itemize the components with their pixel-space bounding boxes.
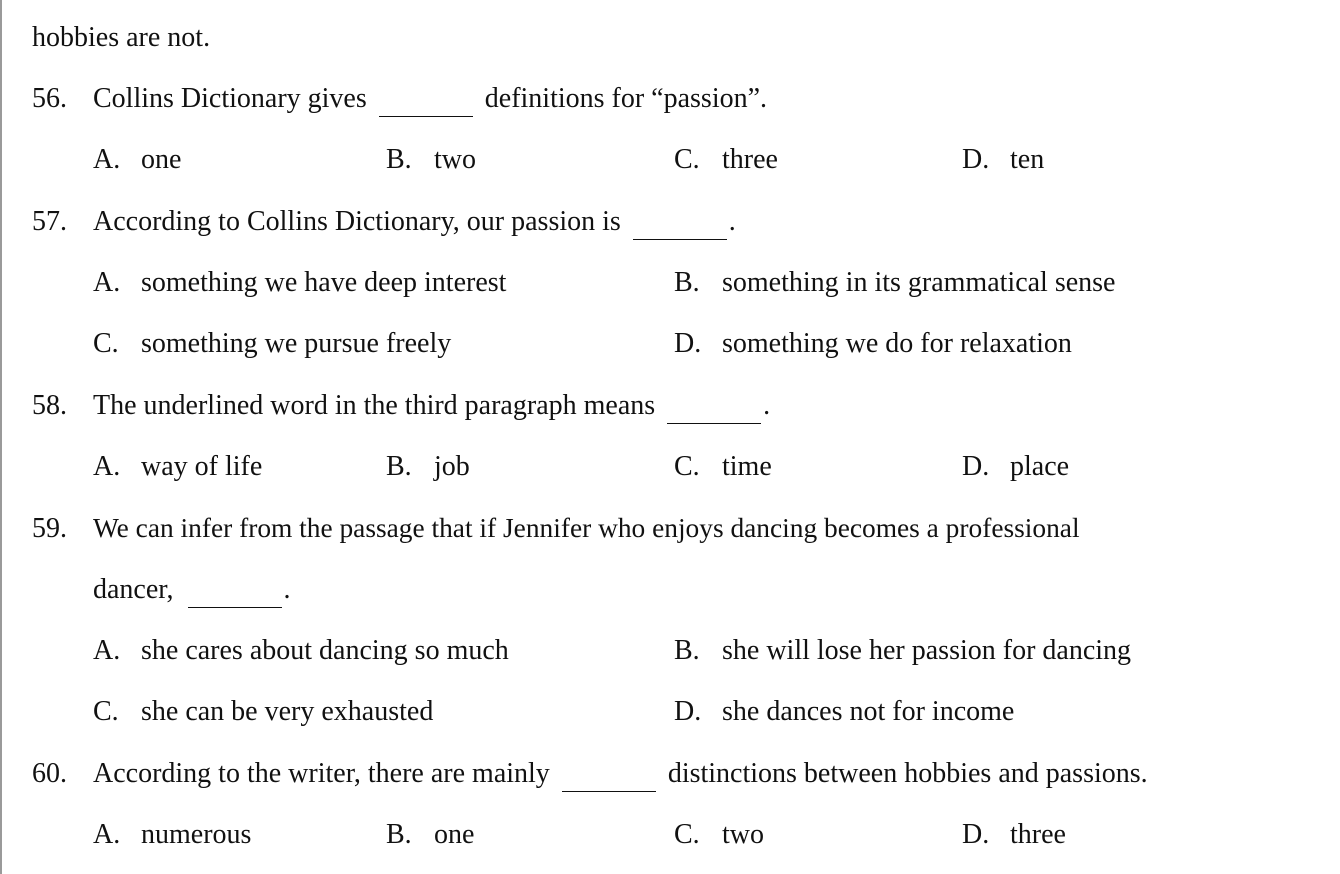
option-text: three xyxy=(722,144,778,175)
option-letter: A. xyxy=(93,635,121,666)
option-letter: C. xyxy=(93,696,119,727)
question-57-option-a xyxy=(93,263,506,303)
option-letter: B. xyxy=(386,144,412,175)
question-58-option-c xyxy=(674,447,772,487)
option-letter: A. xyxy=(93,819,121,850)
stem-text-after: definitions for “passion”. xyxy=(484,83,768,114)
option-letter: A. xyxy=(93,144,121,175)
stem-text-after: . xyxy=(283,574,291,605)
question-56-option-a xyxy=(93,140,181,180)
question-56-option-b xyxy=(386,140,476,180)
question-59-option-d xyxy=(674,692,1014,732)
question-number: 56. xyxy=(32,83,67,114)
option-text: ten xyxy=(1010,144,1045,175)
question-56-option-c xyxy=(674,140,778,180)
question-58-option-b xyxy=(386,447,470,487)
option-text: job xyxy=(434,451,470,482)
question-59-option-c xyxy=(93,692,433,732)
question-58-option-d xyxy=(962,447,1069,487)
question-59-option-b xyxy=(674,631,1131,671)
question-number: 58. xyxy=(32,390,67,421)
option-text: time xyxy=(722,451,772,482)
option-text: she cares about dancing so much xyxy=(141,635,509,666)
option-text: something we pursue freely xyxy=(141,328,452,359)
question-60-option-d xyxy=(962,815,1066,855)
option-letter: B. xyxy=(674,635,700,666)
option-text: way of life xyxy=(141,451,263,482)
question-60-option-c xyxy=(674,815,764,855)
option-letter: D. xyxy=(962,819,990,850)
question-60-option-a xyxy=(93,815,251,855)
option-letter: C. xyxy=(674,144,700,175)
option-text: one xyxy=(141,144,182,175)
stem-text-before: dancer, xyxy=(93,574,174,605)
stem-text-line1: We can infer from the passage that if Jennifer who enjoys dancing becomes a professional xyxy=(93,513,1080,543)
option-letter: C. xyxy=(93,328,119,359)
option-text: something in its grammatical sense xyxy=(722,267,1116,298)
option-letter: D. xyxy=(962,144,990,175)
question-57-stem xyxy=(32,202,736,242)
option-letter: B. xyxy=(386,819,412,850)
stem-text-before: Collins Dictionary gives xyxy=(93,83,367,114)
stem-text-before: The underlined word in the third paragraph means xyxy=(93,390,656,421)
option-text: place xyxy=(1010,451,1070,482)
option-letter: A. xyxy=(93,267,121,298)
answer-blank xyxy=(188,577,282,608)
option-text: two xyxy=(434,144,476,175)
question-59-stem-line2 xyxy=(93,570,291,610)
option-letter: B. xyxy=(674,267,700,298)
question-56-option-d xyxy=(962,140,1044,180)
question-60-stem xyxy=(32,754,1148,794)
option-text: something we have deep interest xyxy=(141,267,507,298)
option-text: she can be very exhausted xyxy=(141,696,434,727)
answer-blank xyxy=(667,393,761,424)
option-letter: C. xyxy=(674,451,700,482)
question-56-stem xyxy=(32,79,767,119)
question-number: 59. xyxy=(32,513,67,544)
question-number: 60. xyxy=(32,758,67,789)
intro-text-content: hobbies are not. xyxy=(32,22,211,53)
option-text: three xyxy=(1010,819,1066,850)
option-text: numerous xyxy=(141,819,252,850)
option-letter: C. xyxy=(674,819,700,850)
option-letter: D. xyxy=(674,696,702,727)
option-text: one xyxy=(434,819,475,850)
option-text: two xyxy=(722,819,764,850)
question-58-stem xyxy=(32,386,770,426)
stem-text-after: . xyxy=(728,206,736,237)
question-57-option-c xyxy=(93,324,451,364)
option-letter: D. xyxy=(674,328,702,359)
option-letter: B. xyxy=(386,451,412,482)
stem-text-after: distinctions between hobbies and passions. xyxy=(667,758,1148,789)
option-text: she will lose her passion for dancing xyxy=(722,635,1132,666)
intro-text xyxy=(32,18,210,58)
question-59-option-a xyxy=(93,631,509,671)
option-text: she dances not for income xyxy=(722,696,1015,727)
question-57-option-d xyxy=(674,324,1072,364)
answer-blank xyxy=(562,761,656,792)
question-57-option-b xyxy=(674,263,1115,303)
stem-text-after: . xyxy=(763,390,771,421)
question-59-stem-line1 xyxy=(32,508,1080,548)
stem-text-before: According to the writer, there are mainly xyxy=(93,758,550,789)
option-text: something we do for relaxation xyxy=(722,328,1072,359)
stem-text-before: According to Collins Dictionary, our passion is xyxy=(93,206,621,237)
option-letter: A. xyxy=(93,451,121,482)
question-number: 57. xyxy=(32,206,67,237)
question-60-option-b xyxy=(386,815,474,855)
answer-blank xyxy=(379,86,473,117)
option-letter: D. xyxy=(962,451,990,482)
question-58-option-a xyxy=(93,447,262,487)
answer-blank xyxy=(633,209,727,240)
